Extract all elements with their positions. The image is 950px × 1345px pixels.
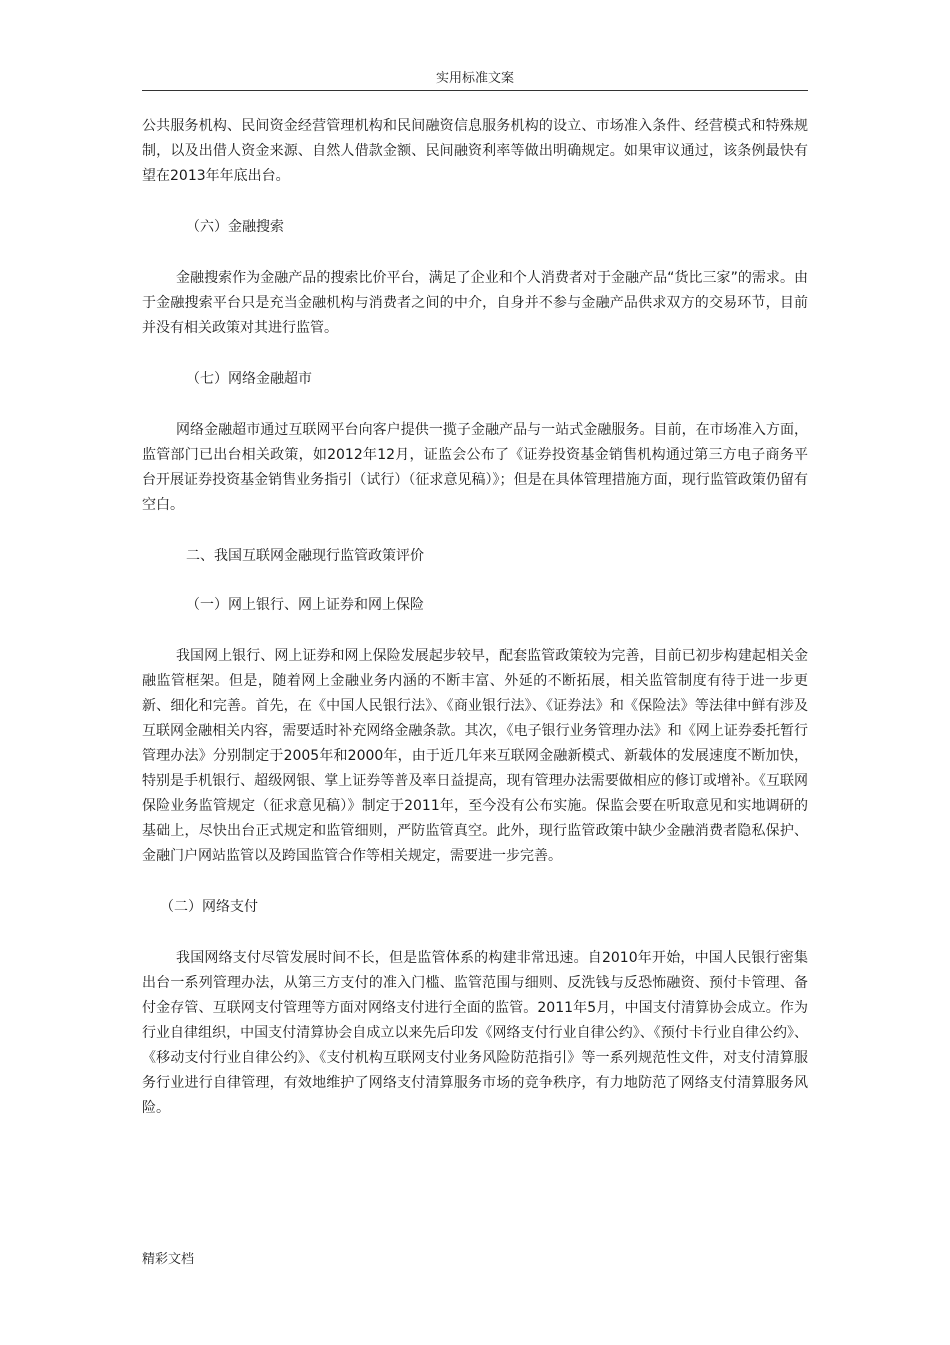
- paragraph-online-payment: 我国网络支付尽管发展时间不长，但是监管体系的构建非常迅速。自2010年开始，中国人民银行密集出台一系列管理办法，从第三方支付的准入门槛、监管范围与细则、反洗钱与反恐怖融资、预付卡管理、备付金存管、互联网支付管理等方面对网络支付进行全面的监管。2011年5月，中国支付清算协会成立。作为行业自律组织，中国支付清算协会自成立以来先后印发《网络支付行业自律公约》、《预付卡行业自律公约》、《移动支付行业自律公约》、《支付机构互联网支付业务风险防范指引》等一系列规范性文件，对支付清算服务行业进行自律管理，有效地维护了网络支付清算服务市场的竞争秩序，有力地防范了网络支付清算服务风险。: [142, 950, 808, 1116]
- document-body: [142, 114, 808, 1121]
- paragraph-continued: 公共服务机构、民间资金经营管理机构和民间融资信息服务机构的设立、市场准入条件、经营模式和特殊规制，以及出借人资金来源、自然人借款金额、民间融资利率等做出明确规定。如果审议通过，该条例最快有望在2013年年底出台。: [142, 118, 808, 184]
- section-heading-online-supermarket: （七）网络金融超市: [186, 371, 312, 387]
- section-heading-online-banking: （一）网上银行、网上证券和网上保险: [186, 597, 424, 613]
- section-heading-financial-search: （六）金融搜索: [186, 219, 284, 235]
- paragraph-online-supermarket: 网络金融超市通过互联网平台向客户提供一揽子金融产品与一站式金融服务。目前，在市场准入方面，监管部门已出台相关政策，如2012年12月，证监会公布了《证券投资基金销售机构通过第三方电子商务平台开展证券投资基金销售业务指引（试行）（征求意见稿）》；但是在具体管理措施方面，现行监管政策仍留有空白。: [142, 422, 808, 513]
- paragraph-financial-search: 金融搜索作为金融产品的搜索比价平台，满足了企业和个人消费者对于金融产品“货比三家”的需求。由于金融搜索平台只是充当金融机构与消费者之间的中介，自身并不参与金融产品供求双方的交易环节，目前并没有相关政策对其进行监管。: [142, 270, 808, 336]
- page-footer: 精彩文档: [142, 1252, 195, 1267]
- paragraph-online-banking: 我国网上银行、网上证券和网上保险发展起步较早，配套监管政策较为完善，目前已初步构建起相关金融监管框架。但是，随着网上金融业务内涵的不断丰富、外延的不断拓展，相关监管制度有待于进一步更新、细化和完善。首先，在《中国人民银行法》、《商业银行法》、《证券法》和《保险法》等法律中鲜有涉及互联网金融相关内容，需要适时补充网络金融条款。其次，《电子银行业务管理办法》和《网上证券委托暂行管理办法》分别制定于2005年和2000年，由于近几年来互联网金融新模式、新载体的发展速度不断加快，特别是手机银行、超级网银、掌上证券等普及率日益提高，现有管理办法需要做相应的修订或增补。《互联网保险业务监管规定（征求意见稿）》制定于2011年，至今没有公布实施。保监会要在听取意见和实地调研的基础上，尽快出台正式规定和监管细则，严防监管真空。此外，现行监管政策中缺少金融消费者隐私保护、金融门户网站监管以及跨国监管合作等相关规定，需要进一步完善。: [142, 648, 808, 864]
- header-divider: [142, 90, 808, 91]
- chapter-heading-evaluation: 二、我国互联网金融现行监管政策评价: [186, 548, 424, 564]
- page-header-title: 实用标准文案: [435, 71, 514, 86]
- section-heading-online-payment: （二）网络支付: [160, 899, 258, 915]
